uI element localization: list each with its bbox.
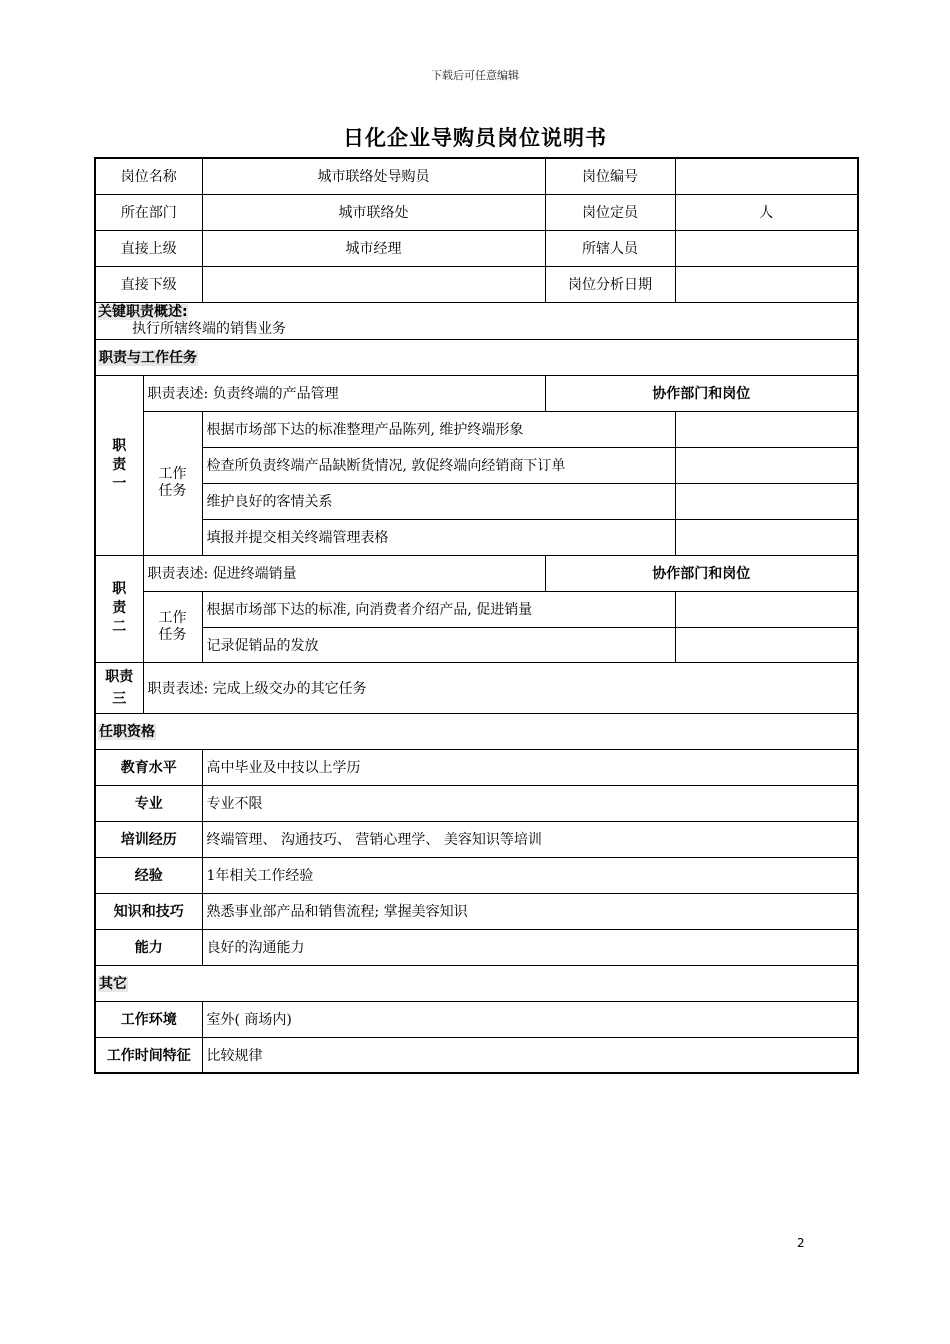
duty-2-task-row [95, 591, 858, 627]
row-department [95, 194, 858, 230]
row-other-header [95, 965, 858, 1001]
job-description-table [94, 157, 859, 1074]
duty-1-label: 职 责 一 [95, 375, 143, 555]
other-row [95, 1037, 858, 1073]
duty-3-row [95, 662, 858, 713]
department-value: 城市联络处 [202, 194, 545, 230]
key-duty-summary-text: 执行所辖终端的销售业务 [132, 320, 286, 337]
duty-2-task-1-collab [675, 591, 858, 627]
experience-value: 1年相关工作经验 [202, 857, 858, 893]
work-time-label: 工作时间特征 [95, 1037, 202, 1073]
key-duty-summary-label: 关键职责概述: [98, 303, 188, 320]
superior-label: 直接上级 [95, 230, 202, 266]
ability-value: 良好的沟通能力 [202, 929, 858, 965]
duty-2-task-1: 根据市场部下达的标准, 向消费者介绍产品, 促进销量 [202, 591, 675, 627]
position-name-label: 岗位名称 [95, 158, 202, 194]
analysis-date-label: 岗位分析日期 [545, 266, 675, 302]
subordinates-count-label: 所辖人员 [545, 230, 675, 266]
education-value: 高中毕业及中技以上学历 [202, 749, 858, 785]
qualification-row [95, 893, 858, 929]
work-time-value: 比较规律 [202, 1037, 858, 1073]
headcount-value: 人 [675, 194, 858, 230]
work-environment-value: 室外( 商场内) [202, 1001, 858, 1037]
row-position-name [95, 158, 858, 194]
duty-1-task-row [95, 519, 858, 555]
position-no-value [675, 158, 858, 194]
headcount-label: 岗位定员 [545, 194, 675, 230]
qualifications-section-heading: 任职资格 [99, 724, 155, 740]
duty-2-collab-header: 协作部门和岗位 [545, 555, 858, 591]
duty-1-task-1: 根据市场部下达的标准整理产品陈列, 维护终端形象 [202, 411, 675, 447]
experience-label: 经验 [95, 857, 202, 893]
position-name-value: 城市联络处导购员 [202, 158, 545, 194]
department-label: 所在部门 [95, 194, 202, 230]
duty-1-task-row [95, 411, 858, 447]
duty-1-task-3-collab [675, 483, 858, 519]
qualification-row [95, 785, 858, 821]
knowledge-label: 知识和技巧 [95, 893, 202, 929]
qualification-row [95, 821, 858, 857]
training-value: 终端管理、 沟通技巧、 营销心理学、 美容知识等培训 [202, 821, 858, 857]
duty-1-task-4: 填报并提交相关终端管理表格 [202, 519, 675, 555]
major-label: 专业 [95, 785, 202, 821]
major-value: 专业不限 [202, 785, 858, 821]
duty-1-task-row [95, 483, 858, 519]
duty-1-task-2-collab [675, 447, 858, 483]
header-note: 下载后可任意编辑 [431, 69, 519, 82]
qualification-row [95, 929, 858, 965]
qualification-row [95, 857, 858, 893]
duties-section-heading: 职责与工作任务 [99, 350, 197, 366]
ability-label: 能力 [95, 929, 202, 965]
row-superior [95, 230, 858, 266]
superior-value: 城市经理 [202, 230, 545, 266]
duty-1-row [95, 375, 858, 411]
position-no-label: 岗位编号 [545, 158, 675, 194]
duty-1-collab-header: 协作部门和岗位 [545, 375, 858, 411]
direct-subordinate-value [202, 266, 545, 302]
row-duties-header [95, 339, 858, 375]
duty-2-row [95, 555, 858, 591]
other-section-heading: 其它 [99, 976, 127, 992]
training-label: 培训经历 [95, 821, 202, 857]
duty-2-task-2: 记录促销品的发放 [202, 627, 675, 662]
qualification-row [95, 749, 858, 785]
page-number: 2 [797, 1236, 805, 1250]
duty-1-task-row [95, 447, 858, 483]
duty-2-task-2-collab [675, 627, 858, 662]
duty-1-task-1-collab [675, 411, 858, 447]
duty-1-task-2: 检查所负责终端产品缺断货情况, 敦促终端向经销商下订单 [202, 447, 675, 483]
duty-1-task-3: 维护良好的客情关系 [202, 483, 675, 519]
analysis-date-value [675, 266, 858, 302]
duty-2-label: 职 责 二 [95, 555, 143, 662]
duty-2-task-label: 工作 任务 [143, 591, 202, 662]
document-title: 日化企业导购员岗位说明书 [343, 126, 607, 150]
row-direct-subordinate [95, 266, 858, 302]
duty-1-description: 职责表述: 负责终端的产品管理 [143, 375, 545, 411]
row-qualifications-header [95, 713, 858, 749]
duty-3-label: 职责 三 [95, 662, 143, 713]
work-environment-label: 工作环境 [95, 1001, 202, 1037]
duty-3-description: 职责表述: 完成上级交办的其它任务 [143, 662, 858, 713]
duty-1-task-label: 工作 任务 [143, 411, 202, 555]
row-key-duty-summary [95, 302, 858, 339]
duty-2-description: 职责表述: 促进终端销量 [143, 555, 545, 591]
knowledge-value: 熟悉事业部产品和销售流程; 掌握美容知识 [202, 893, 858, 929]
other-row [95, 1001, 858, 1037]
direct-subordinate-label: 直接下级 [95, 266, 202, 302]
education-label: 教育水平 [95, 749, 202, 785]
duty-1-task-4-collab [675, 519, 858, 555]
subordinates-count-value [675, 230, 858, 266]
duty-2-task-row [95, 627, 858, 662]
